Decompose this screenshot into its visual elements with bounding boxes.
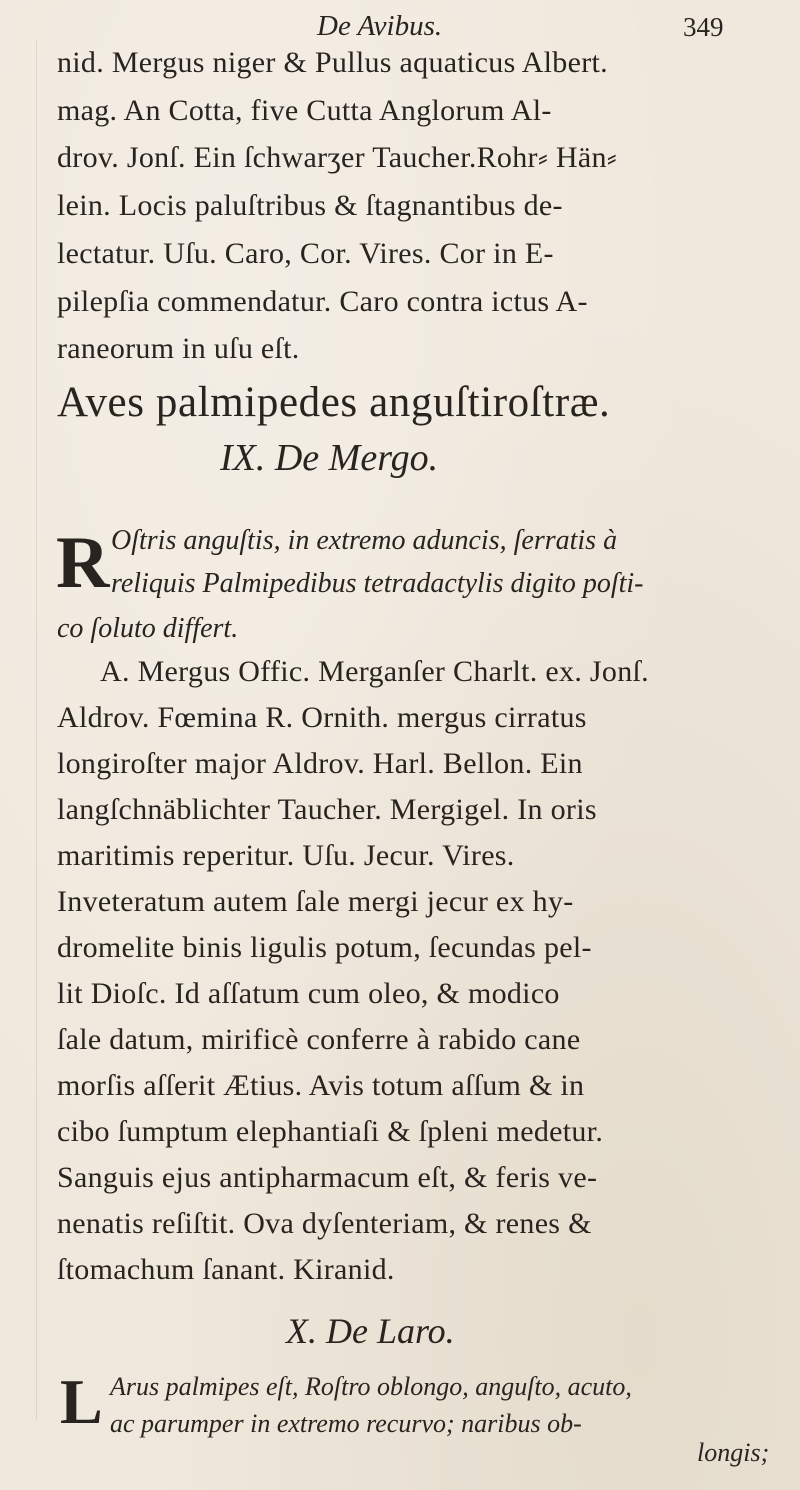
text-line: pilepſia commendatur. Caro contra ictus A- [57, 285, 588, 318]
text-line: Sanguis ejus antipharmacum eſt, & feris ve- [57, 1161, 598, 1194]
text-line: lectatur. Uſu. Caro, Cor. Vires. Cor in E- [57, 237, 554, 270]
text-line: longiroſter major Aldrov. Harl. Bellon. Ein [57, 747, 583, 780]
chapter-heading-x: X. De Laro. [286, 1311, 455, 1351]
text-line: maritimis reperitur. Uſu. Jecur. Vires. [57, 839, 515, 872]
text-line: cibo ſumptum elephantiaſi & ſpleni medetur. [57, 1115, 604, 1148]
text-line: Inveteratum autem ſale mergi jecur ex hy- [57, 885, 574, 918]
chapter-heading-ix: IX. De Mergo. [220, 437, 439, 479]
text-line: drov. Jonſ. Ein ſchwarʒer Taucher.Rohr⸗ Hän⸗ [57, 141, 618, 174]
gutter-shadow [36, 40, 37, 1420]
drop-cap: L [60, 1366, 103, 1437]
running-title: De Avibus. [317, 10, 443, 42]
text-line: raneorum in uſu eſt. [57, 332, 300, 365]
text-line: A. Mergus Offic. Merganſer Charlt. ex. Jonſ. [100, 655, 649, 688]
text-line: langſchnäblichter Taucher. Mergigel. In oris [57, 793, 597, 826]
text-line: lit Dioſc. Id aſſatum cum oleo, & modico [57, 977, 560, 1010]
text-line: lein. Locis paluſtribus & ſtagnantibus de- [57, 189, 563, 222]
text-line: dromelite binis ligulis potum, ſecundas pel- [57, 931, 592, 964]
text-line: Aldrov. Fœmina R. Ornith. mergus cirratus [57, 701, 587, 734]
intro-line: reliquis Palmipedibus tetradactylis digito poſti- [111, 568, 644, 599]
intro-line: co ſoluto differt. [57, 613, 239, 644]
text-line: morſis aſſerit Ætius. Avis totum aſſum & in [57, 1069, 585, 1102]
intro-line: Oſtris anguſtis, in extremo aduncis, ſerratis à [111, 525, 618, 556]
drop-cap: R [56, 522, 110, 604]
text-line: mag. An Cotta, five Cutta Anglorum Al- [57, 94, 552, 127]
text-line: ſtomachum ſanant. Kiranid. [57, 1253, 395, 1286]
intro-line: Arus palmipes eſt, Roſtro oblongo, anguſto, acuto, [110, 1372, 632, 1401]
text-line: nenatis reſiſtit. Ova dyſenteriam, & renes & [57, 1207, 592, 1240]
page-number: 349 [683, 12, 724, 42]
catchword: longis; [697, 1438, 770, 1467]
text-line: nid. Mergus niger & Pullus aquaticus Albert. [57, 46, 608, 79]
intro-line: ac parumper in extremo recurvo; naribus ob- [110, 1409, 582, 1438]
section-title: Aves palmipedes anguſtiroſtræ. [57, 379, 611, 426]
text-line: ſale datum, mirificè conferre à rabido cane [57, 1023, 581, 1056]
